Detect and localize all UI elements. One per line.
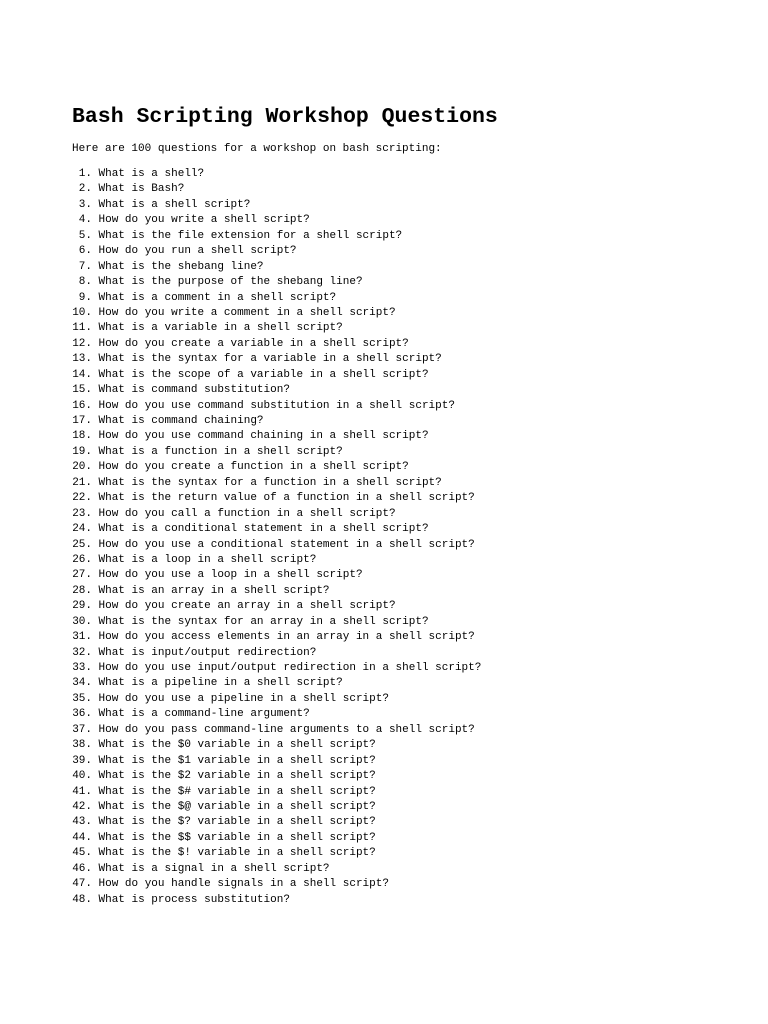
list-item: [72, 769, 481, 784]
list-item: [72, 306, 481, 321]
list-item-number: 11.: [72, 322, 92, 335]
list-item: [72, 399, 481, 414]
list-item-number: 45.: [72, 847, 92, 860]
list-item-number: 22.: [72, 492, 92, 505]
list-item: [72, 754, 481, 769]
list-item-text: How do you handle signals in a shell script?: [98, 878, 389, 891]
list-item-number: 28.: [72, 584, 92, 597]
list-item-number: 36.: [72, 708, 92, 721]
list-item: [72, 198, 481, 213]
list-item: [72, 646, 481, 661]
list-item-number: 13.: [72, 353, 92, 366]
list-item: [72, 707, 481, 722]
list-item-number: 31.: [72, 631, 92, 644]
list-item: [72, 630, 481, 645]
list-item-number: 40.: [72, 770, 92, 783]
list-item: [72, 831, 481, 846]
list-item-number: 42.: [72, 800, 92, 813]
list-item-text: What is input/output redirection?: [98, 646, 317, 659]
list-item-text: What is a signal in a shell script?: [98, 862, 330, 875]
list-item-text: How do you write a shell script?: [98, 214, 310, 227]
list-item-number: 9.: [78, 291, 92, 304]
list-item: [72, 661, 481, 676]
list-item-text: How do you call a function in a shell script?: [98, 507, 396, 520]
list-item: [72, 229, 481, 244]
list-item: [72, 723, 481, 738]
list-item: [72, 491, 481, 506]
list-item-number: 10.: [72, 306, 92, 319]
list-item: [72, 260, 481, 275]
list-item: [72, 337, 481, 352]
list-item-text: What is a command-line argument?: [98, 708, 310, 721]
list-item-number: 44.: [72, 831, 92, 844]
list-item-number: 19.: [72, 445, 92, 458]
list-item-number: 48.: [72, 893, 92, 906]
list-item-text: What is an array in a shell script?: [98, 584, 330, 597]
list-item-number: 37.: [72, 723, 92, 736]
list-item-text: What is the $1 variable in a shell script?: [98, 754, 376, 767]
list-item: [72, 244, 481, 259]
list-item: [72, 692, 481, 707]
list-item: [72, 738, 481, 753]
list-item: [72, 445, 481, 460]
list-item: [72, 182, 481, 197]
list-item-number: 1.: [78, 168, 92, 180]
list-item-number: 39.: [72, 754, 92, 767]
list-item-text: How do you use a pipeline in a shell script?: [98, 692, 389, 705]
list-item-number: 15.: [72, 384, 92, 397]
question-list: [72, 167, 481, 908]
list-item-text: How do you pass command-line arguments to a shell script?: [98, 723, 475, 736]
list-item-text: What is the scope of a variable in a shell script?: [98, 368, 429, 381]
page-title: Bash Scripting Workshop Questions: [72, 105, 498, 129]
list-item: [72, 800, 481, 815]
list-item-text: What is the $! variable in a shell script?: [98, 847, 376, 860]
list-item-number: 35.: [72, 692, 92, 705]
list-item-number: 14.: [72, 368, 92, 381]
list-item: [72, 568, 481, 583]
list-item: [72, 167, 481, 182]
list-item-number: 46.: [72, 862, 92, 875]
list-item: [72, 877, 481, 892]
list-item-text: How do you access elements in an array in a shell script?: [98, 631, 475, 644]
list-item-number: 43.: [72, 816, 92, 829]
list-item-text: What is a shell?: [98, 168, 205, 180]
list-item: [72, 862, 481, 877]
list-item-number: 26.: [72, 553, 92, 566]
list-item-number: 6.: [78, 245, 92, 258]
list-item: [72, 785, 481, 800]
list-item-text: What is the $$ variable in a shell script?: [98, 831, 376, 844]
list-item-number: 30.: [72, 615, 92, 628]
list-item: [72, 584, 481, 599]
list-item-text: How do you use command substitution in a shell script?: [98, 399, 455, 412]
list-item-text: What is a pipeline in a shell script?: [98, 677, 343, 690]
list-item: [72, 275, 481, 290]
list-item-text: What is the file extension for a shell script?: [98, 229, 403, 242]
list-item-text: What is the shebang line?: [98, 260, 264, 273]
list-item-number: 3.: [78, 198, 92, 211]
list-item-text: How do you use a conditional statement in a shell script?: [98, 538, 475, 551]
list-item: [72, 429, 481, 444]
list-item-text: What is command substitution?: [98, 384, 290, 397]
list-item-text: What is the syntax for a function in a shell script?: [98, 476, 442, 489]
list-item-text: What is the syntax for an array in a shell script?: [98, 615, 429, 628]
list-item-text: What is the return value of a function in a shell script?: [98, 492, 475, 505]
list-item-number: 23.: [72, 507, 92, 520]
list-item: [72, 846, 481, 861]
list-item: [72, 213, 481, 228]
list-item-text: What is process substitution?: [98, 893, 290, 906]
list-item: [72, 599, 481, 614]
list-item-number: 32.: [72, 646, 92, 659]
list-item-number: 7.: [78, 260, 92, 273]
list-item: [72, 368, 481, 383]
list-item-text: What is Bash?: [98, 183, 185, 196]
list-item: [72, 553, 481, 568]
list-item-text: What is the $? variable in a shell script?: [98, 816, 376, 829]
list-item-number: 16.: [72, 399, 92, 412]
list-item-number: 8.: [78, 276, 92, 289]
list-item-text: What is a shell script?: [98, 198, 251, 211]
list-item-number: 25.: [72, 538, 92, 551]
list-item: [72, 507, 481, 522]
list-item: [72, 522, 481, 537]
list-item-number: 34.: [72, 677, 92, 690]
list-item: [72, 383, 481, 398]
list-item-text: How do you create an array in a shell script?: [98, 600, 396, 613]
list-item-text: What is the $@ variable in a shell script?: [98, 800, 376, 813]
list-item-number: 17.: [72, 415, 92, 427]
list-item-text: What is a comment in a shell script?: [98, 291, 337, 304]
list-item-number: 20.: [72, 461, 92, 474]
list-item-number: 33.: [72, 662, 92, 674]
list-item: [72, 352, 481, 367]
list-item-text: How do you write a comment in a shell script?: [98, 306, 396, 319]
list-item-text: What is the $0 variable in a shell script?: [98, 739, 376, 752]
list-item: [72, 538, 481, 553]
list-item-text: What is the purpose of the shebang line?: [98, 276, 363, 289]
list-item: [72, 321, 481, 336]
list-item: [72, 815, 481, 830]
list-item: [72, 291, 481, 306]
list-item-number: 2.: [78, 183, 92, 196]
list-item-number: 38.: [72, 739, 92, 752]
list-item-number: 4.: [78, 214, 92, 227]
list-item: [72, 460, 481, 475]
list-item-text: What is a conditional statement in a shell script?: [98, 523, 429, 536]
list-item-number: 21.: [72, 476, 92, 489]
list-item-number: 18.: [72, 430, 92, 443]
list-item-text: How do you run a shell script?: [98, 245, 297, 258]
list-item-number: 27.: [72, 569, 92, 582]
list-item-text: What is the $# variable in a shell script?: [98, 785, 376, 798]
list-item-text: How do you use a loop in a shell script?: [98, 569, 363, 582]
list-item-text: How do you create a variable in a shell script?: [98, 337, 409, 350]
list-item-text: How do you create a function in a shell script?: [98, 461, 409, 474]
list-item-text: What is a function in a shell script?: [98, 445, 343, 458]
list-item-text: How do you use command chaining in a shell script?: [98, 430, 429, 443]
list-item-number: 5.: [78, 229, 92, 242]
list-item: [72, 676, 481, 691]
list-item-number: 29.: [72, 600, 92, 613]
list-item: [72, 893, 481, 908]
list-item-number: 12.: [72, 337, 92, 350]
list-item-text: What is command chaining?: [98, 415, 264, 427]
list-item: [72, 615, 481, 630]
list-item: [72, 414, 481, 429]
list-item-text: What is the $2 variable in a shell script?: [98, 770, 376, 783]
list-item-number: 47.: [72, 878, 92, 891]
list-item-text: How do you use input/output redirection in a shell script?: [98, 662, 482, 674]
list-item-text: What is a loop in a shell script?: [98, 553, 317, 566]
list-item-text: What is a variable in a shell script?: [98, 322, 343, 335]
list-item: [72, 476, 481, 491]
list-item-text: What is the syntax for a variable in a shell script?: [98, 353, 442, 366]
list-item-number: 24.: [72, 523, 92, 536]
list-item-number: 41.: [72, 785, 92, 798]
intro-paragraph: Here are 100 questions for a workshop on bash scripting:: [72, 143, 442, 155]
